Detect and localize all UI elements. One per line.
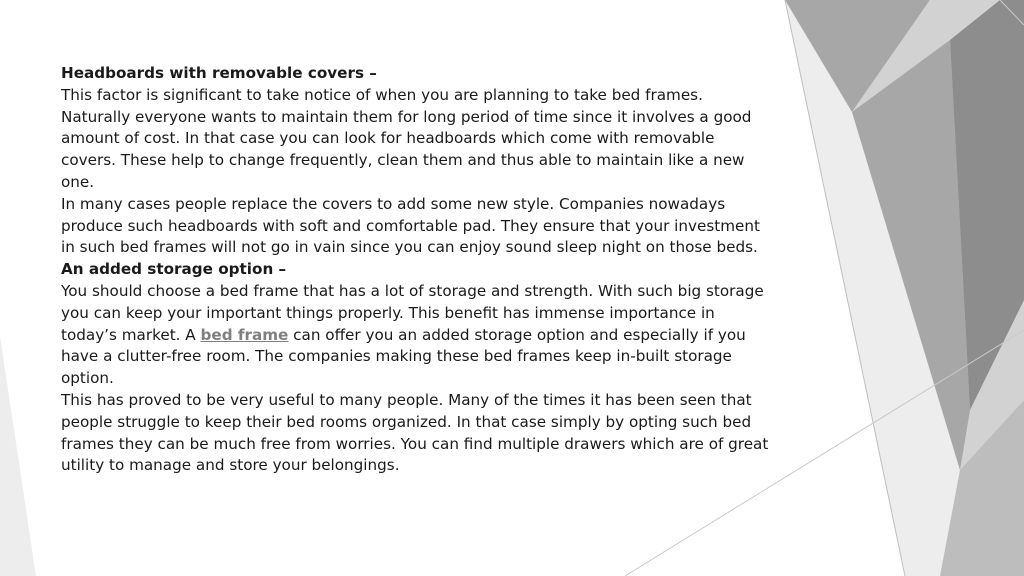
paragraph: This has proved to be very useful to many people. Many of the times it has been seen that people struggle to keep their bed rooms organized. In that case simply by opting such bed frames they can be much free from worries. You can find multiple drawers which are of great utility to manage and store your belongings. <box>61 390 769 475</box>
left-edge-shape <box>0 336 36 576</box>
paragraph: In many cases people replace the covers to add some new style. Companies nowadays produce such headboards with soft and comfortable pad. They ensure that your investment in such bed frames will not go in vain since you can enjoy sound sleep night on those beds. <box>61 194 760 257</box>
heading-removable-covers: Headboards with removable covers – <box>61 64 377 82</box>
paragraph: This factor is significant to take notice of when you are planning to take bed frames. Naturally everyone wants to maintain them for long period of time since it involves a good amount of cost. In that case you can look for headboards which come with removable covers. These help to change frequently, clean them and thus able to maintain like a new one. <box>61 85 752 191</box>
heading-storage-option: An added storage option – <box>61 260 287 279</box>
paragraph-text-before-link: You should choose a bed frame that has a lot of storage and strength. With such big storage you can keep your important things properly. This benefit has immense importance in today’s market. A <box>61 281 764 344</box>
paragraph-with-link <box>61 281 773 390</box>
bed-frame-link[interactable]: bed frame <box>200 325 289 344</box>
paragraph-text-after-link: can offer you an added storage option and especially if you have a clutter-free room. The companies making these bed frames keep in-built storage option. <box>61 325 746 388</box>
text-content <box>61 63 773 477</box>
